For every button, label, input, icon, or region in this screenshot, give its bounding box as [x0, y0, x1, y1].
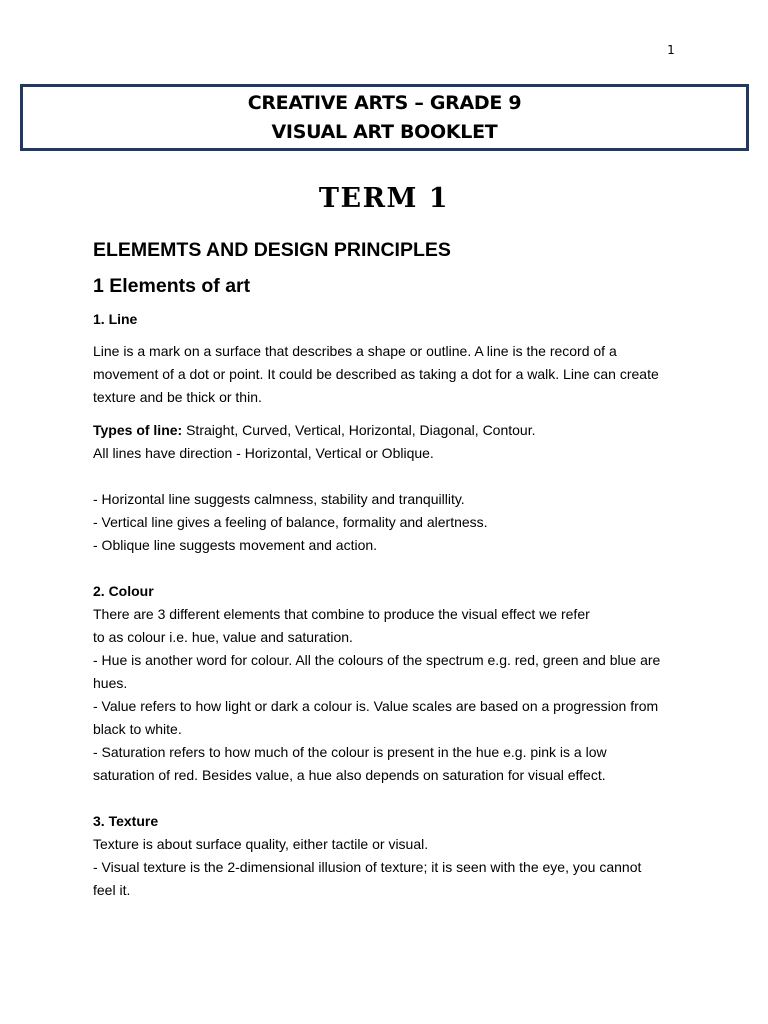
- texture-line: Texture is about surface quality, either tactile or visual.: [93, 836, 429, 852]
- line-para-1: Line is a mark on a surface that describes a shape or outline. A line is the record of a: [93, 343, 617, 359]
- line-bullet: - Horizontal line suggests calmness, stability and tranquillity.: [93, 491, 465, 507]
- line-bullet: - Oblique line suggests movement and action.: [93, 537, 378, 553]
- colour-line: to as colour i.e. hue, value and saturation.: [93, 629, 353, 645]
- subsection-heading: 1 Elements of art: [93, 275, 251, 297]
- types-of-line: [93, 419, 683, 442]
- texture-line: feel it.: [93, 882, 131, 898]
- types-label: Types of line:: [93, 422, 183, 438]
- line-para-3: texture and be thick or thin.: [93, 389, 262, 405]
- title-line-2: VISUAL ART BOOKLET: [271, 121, 498, 143]
- colour-heading: 2. Colour: [93, 583, 154, 599]
- colour-line: - Value refers to how light or dark a colour is. Value scales are based on a progression from: [93, 698, 659, 714]
- title-box: [20, 84, 749, 151]
- colour-line: There are 3 different elements that combine to produce the visual effect we refer: [93, 606, 590, 622]
- line-para-2: movement of a dot or point. It could be described as taking a dot for a walk. Line can create: [93, 366, 659, 382]
- colour-line: black to white.: [93, 721, 182, 737]
- title-line-1: CREATIVE ARTS – GRADE 9: [247, 92, 522, 114]
- colour-line: - Hue is another word for colour. All the colours of the spectrum e.g. red, green and blue are: [93, 652, 661, 668]
- colour-line: - Saturation refers to how much of the colour is present in the hue e.g. pink is a low: [93, 744, 607, 760]
- term-heading: TERM 1: [318, 183, 450, 214]
- colour-line: hues.: [93, 675, 128, 691]
- line-section: [93, 311, 683, 327]
- line-bullet: - Vertical line gives a feeling of balance, formality and alertness.: [93, 514, 488, 530]
- colour-line: saturation of red. Besides value, a hue also depends on saturation for visual effect.: [93, 767, 606, 783]
- line-direction: All lines have direction - Horizontal, Vertical or Oblique.: [93, 445, 434, 461]
- line-paragraph: [93, 340, 683, 409]
- texture-heading: 3. Texture: [93, 813, 159, 829]
- line-types: [93, 419, 683, 902]
- types-text: Straight, Curved, Vertical, Horizontal, Diagonal, Contour.: [182, 422, 536, 438]
- texture-line: - Visual texture is the 2-dimensional illusion of texture; it is seen with the eye, you cannot: [93, 859, 642, 875]
- page-number: 1: [667, 43, 675, 57]
- line-heading: 1. Line: [93, 311, 138, 327]
- section-heading: ELEMEMTS AND DESIGN PRINCIPLES: [93, 239, 451, 261]
